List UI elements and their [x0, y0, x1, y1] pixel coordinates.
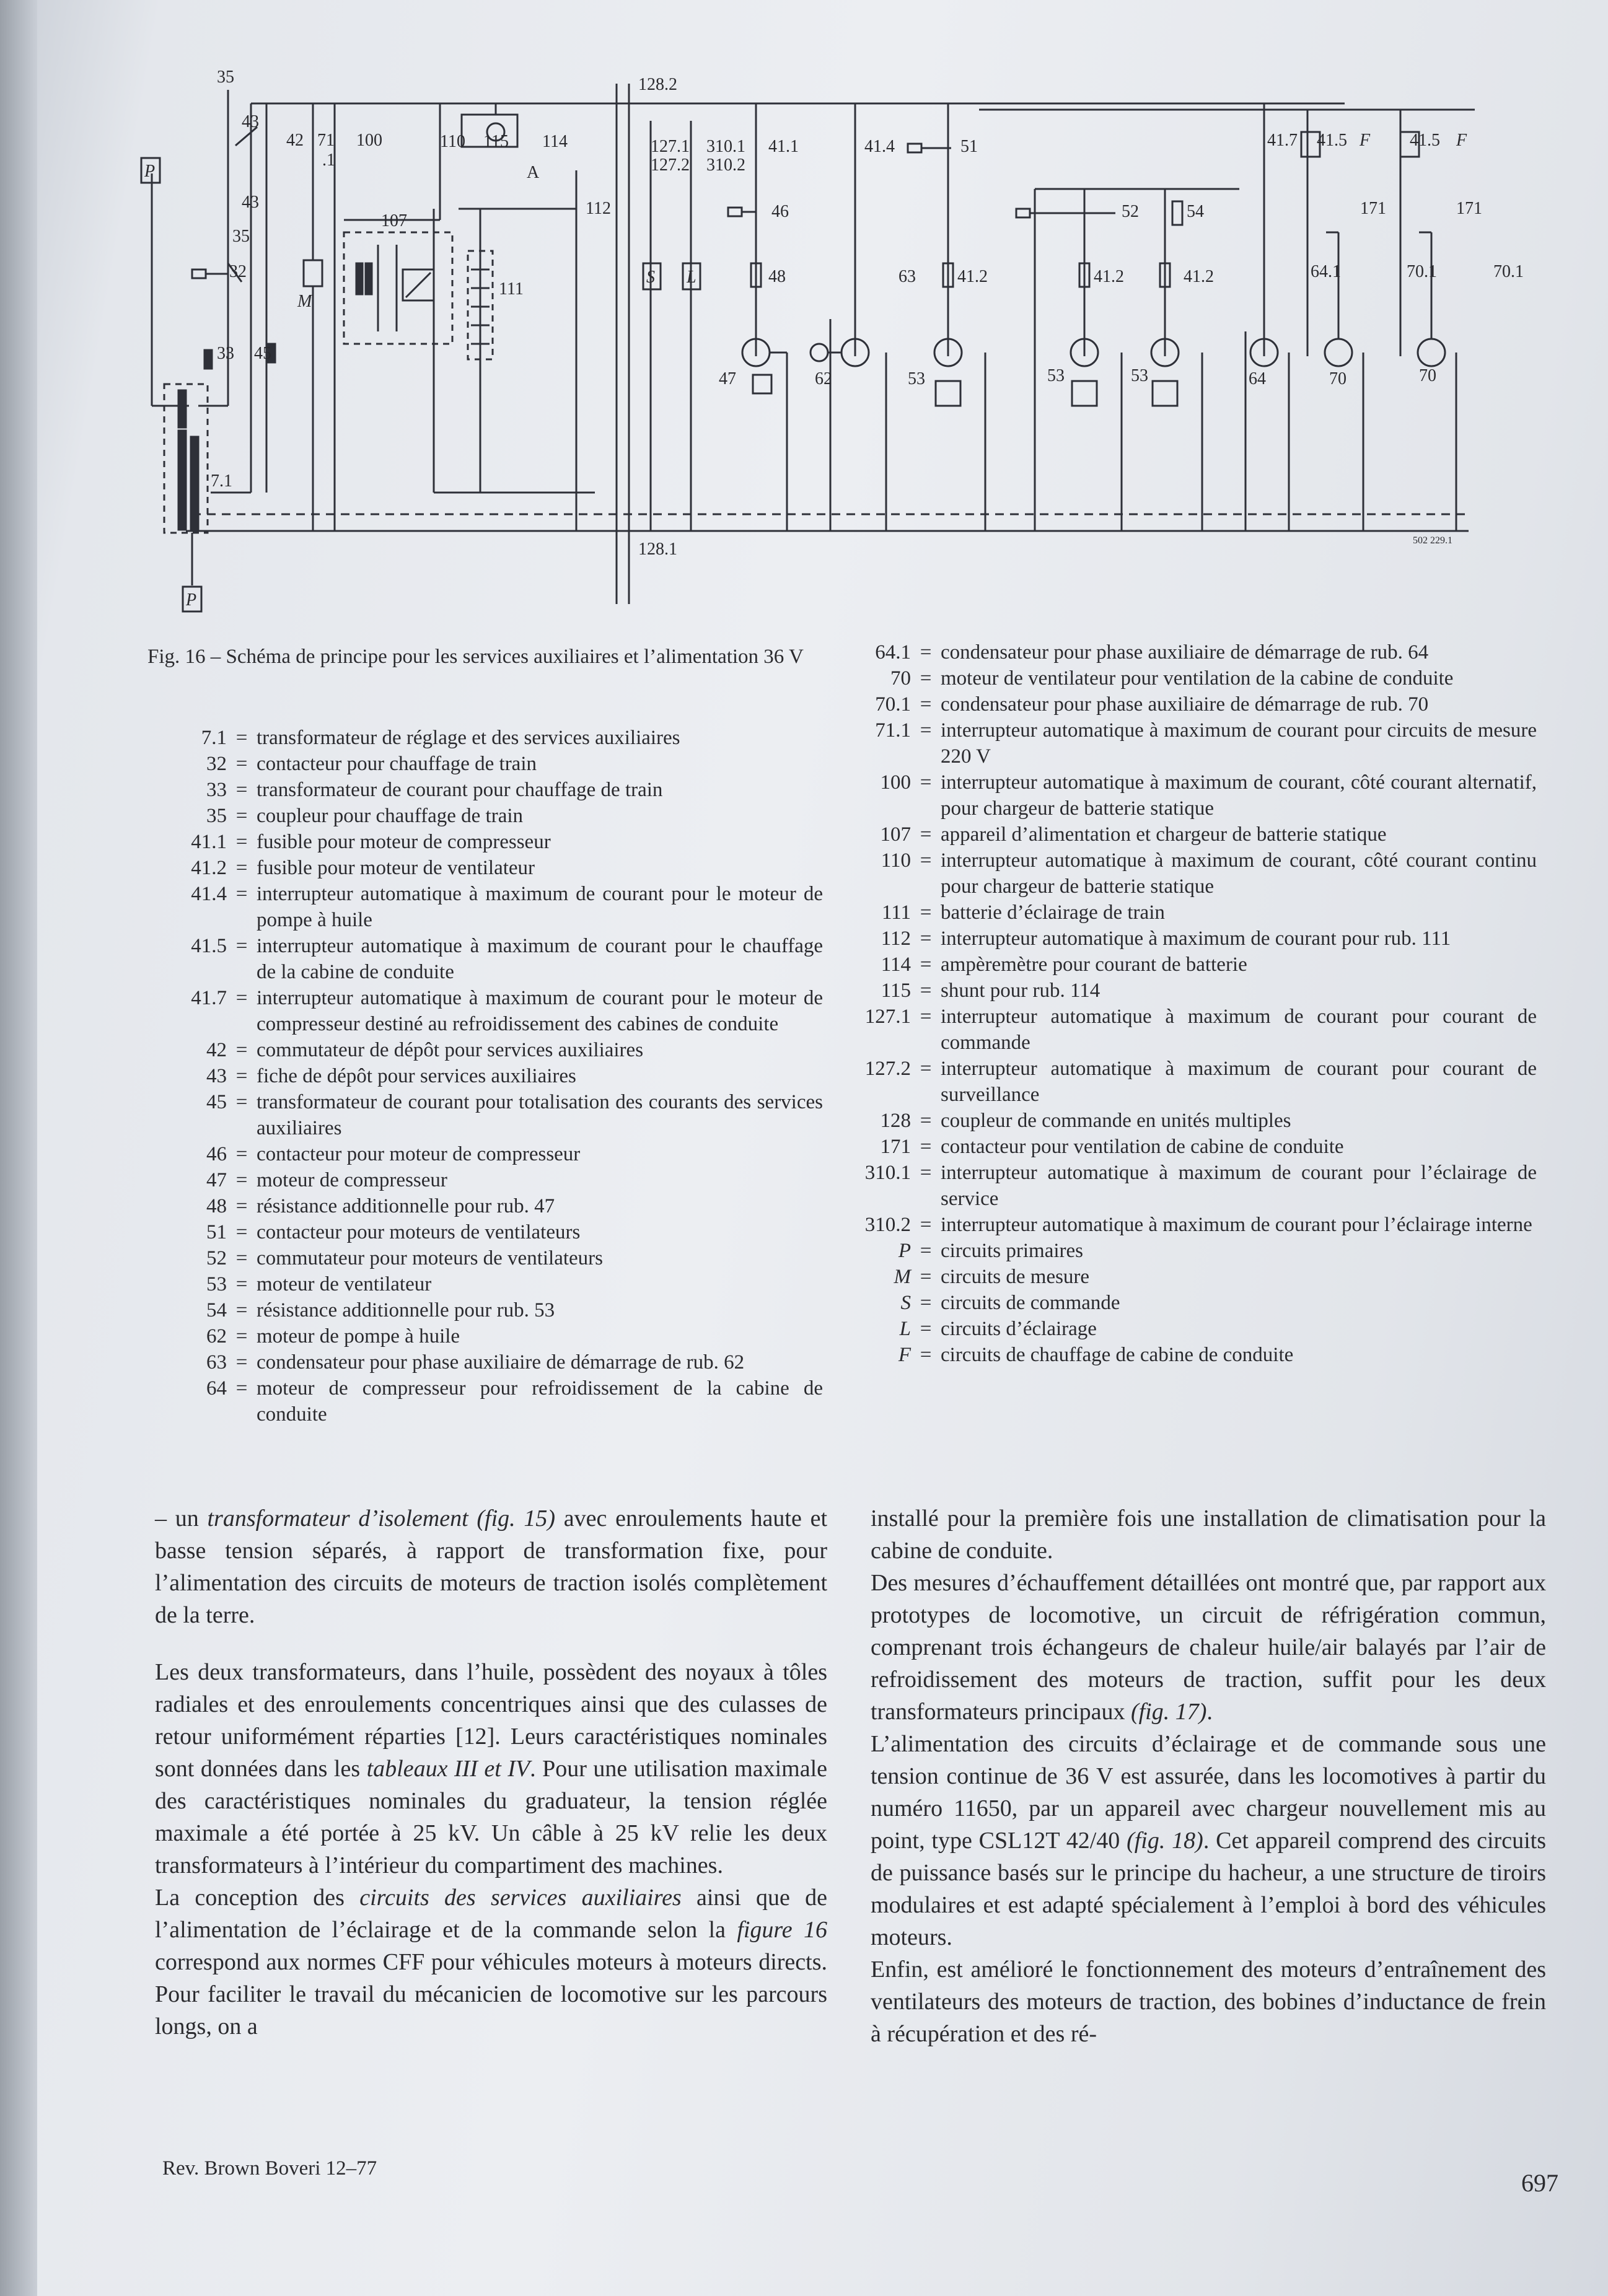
- legend-equals: =: [235, 1143, 248, 1165]
- legend-entry: [843, 717, 1537, 769]
- legend-equals: =: [920, 1214, 932, 1236]
- legend-text: fusible pour moteur de ventilateur: [257, 857, 535, 879]
- label-53-b: 53: [1047, 366, 1065, 385]
- legend-text: interrupteur automatique à maximum de courant pour le moteur de pompe à huile: [257, 883, 823, 931]
- label-114: 114: [542, 132, 568, 151]
- legend-number: 48: [206, 1195, 227, 1217]
- label-41-7: 41.7: [1267, 131, 1298, 150]
- legend-entry: [843, 926, 1537, 952]
- legend-left: [147, 725, 823, 1427]
- legend-text: circuits de mesure: [941, 1266, 1090, 1288]
- legend-entry: [147, 1375, 823, 1427]
- label-46: 46: [771, 202, 789, 221]
- legend-equals: =: [235, 1195, 248, 1217]
- legend-number: 127.2: [864, 1058, 911, 1080]
- legend-number: 33: [206, 779, 227, 801]
- legend-equals: =: [235, 753, 248, 775]
- legend-equals: =: [235, 1377, 248, 1400]
- journal-footer: Rev. Brown Boveri 12–77: [162, 2157, 377, 2180]
- figure-caption: Fig. 16 – Schéma de principe pour les services auxiliaires et l’alimentation 36 V: [147, 646, 804, 668]
- legend-number: 63: [206, 1351, 227, 1374]
- legend-entry: [843, 1264, 1537, 1290]
- legend-number: 32: [206, 753, 227, 775]
- label-310-1: 310.1: [706, 137, 745, 156]
- legend-number: 35: [206, 805, 227, 827]
- legend-equals: =: [235, 1351, 248, 1374]
- legend-equals: =: [235, 935, 248, 957]
- paragraph: Enfin, est amélioré le fonctionnement des moteurs d’entraînement des ventilateurs des moteurs de traction, des bobines d’inductance de frein à récupération et des ré-: [871, 1956, 1546, 2047]
- legend-equals: =: [235, 805, 248, 827]
- legend-entry: [843, 900, 1537, 926]
- legend-text: contacteur pour ventilation de cabine de conduite: [941, 1136, 1344, 1158]
- label-54: 54: [1187, 202, 1204, 221]
- label-71: 71: [317, 131, 335, 150]
- legend-entry: [843, 1160, 1537, 1212]
- legend-entry: [843, 1316, 1537, 1342]
- legend-number: 107: [880, 823, 911, 846]
- body-column-left: [155, 1502, 827, 2043]
- legend-entry: [147, 829, 823, 855]
- legend-text: appareil d’alimentation et chargeur de batterie statique: [941, 823, 1387, 846]
- label-41-5-b: 41.5: [1410, 131, 1440, 150]
- legend-text: moteur de compresseur: [257, 1169, 447, 1191]
- label-62: 62: [815, 369, 832, 388]
- legend-entry: [147, 725, 823, 751]
- legend-text: ampèremètre pour courant de batterie: [941, 953, 1247, 976]
- label-7-1: 7.1: [211, 471, 232, 491]
- legend-text: transformateur de courant pour chauffage de train: [257, 779, 663, 801]
- legend-number: 41.2: [191, 857, 227, 879]
- legend-entry: [147, 855, 823, 881]
- legend-number: L: [899, 1318, 911, 1340]
- legend-entry: [147, 1193, 823, 1219]
- label-F-2: F: [1456, 131, 1467, 150]
- legend-number: 41.5: [191, 935, 227, 957]
- label-310-2: 310.2: [706, 156, 745, 175]
- legend-text: condensateur pour phase auxiliaire de démarrage de rub. 62: [257, 1351, 745, 1374]
- label-52: 52: [1122, 202, 1139, 221]
- legend-text: interrupteur automatique à maximum de courant pour courant de commande: [941, 1006, 1537, 1054]
- label-45: 45: [254, 344, 271, 363]
- legend-entry: [147, 1323, 823, 1349]
- legend-number: 310.1: [864, 1162, 911, 1184]
- legend-equals: =: [920, 641, 932, 664]
- label-P-1: P: [144, 162, 156, 181]
- legend-text: fiche de dépôt pour services auxiliaires: [257, 1065, 576, 1087]
- label-P-2: P: [186, 590, 197, 610]
- legend-entry: [147, 1037, 823, 1063]
- legend-equals: =: [920, 667, 932, 690]
- legend-entry: [843, 978, 1537, 1004]
- legend-number: 7.1: [201, 727, 227, 749]
- paragraph: Des mesures d’échauffement détaillées ont montré que, par rapport aux prototypes de locomotive, un circuit de réfrigération commun, comprenant trois échangeurs de chaleur huile/air balayés par l’air de refroidissement des moteurs de traction, suffit pour les deux transformateurs principaux (fig. 17).: [871, 1570, 1546, 1725]
- legend-equals: =: [235, 1169, 248, 1191]
- legend-number: 43: [206, 1065, 227, 1087]
- legend-entry: [843, 952, 1537, 978]
- legend-number: 111: [881, 901, 911, 924]
- legend-equals: =: [235, 1039, 248, 1061]
- legend-entry: [147, 933, 823, 985]
- legend-text: circuits primaires: [941, 1240, 1084, 1262]
- label-35: 35: [217, 68, 234, 87]
- legend-number: 53: [206, 1273, 227, 1295]
- label-110: 110: [440, 132, 465, 151]
- legend-number: 64: [206, 1377, 227, 1400]
- legend-equals: =: [920, 1136, 932, 1158]
- legend-entry: [843, 1290, 1537, 1316]
- legend-number: 100: [880, 771, 911, 794]
- label-128-1: 128.1: [638, 540, 677, 559]
- legend-number: 110: [881, 849, 911, 872]
- legend-equals: =: [235, 779, 248, 801]
- legend-text: moteur de ventilateur: [257, 1273, 432, 1295]
- legend-number: F: [898, 1344, 911, 1366]
- legend-equals: =: [235, 857, 248, 879]
- label-127-1: 127.1: [651, 137, 690, 156]
- legend-entry: [147, 751, 823, 777]
- label-L: L: [687, 268, 696, 287]
- legend-entry: [843, 1342, 1537, 1368]
- label-48: 48: [768, 267, 786, 286]
- label-M: M: [297, 292, 312, 311]
- paragraph: L’alimentation des circuits d’éclairage et de commande sous une tension continue de 36 V est assurée, dans les locomotives à partir du numéro 11650, par un appareil avec chargeur nouvellement mis au point, type CSL12T 42/40 (fig. 18). Cet appareil comprend des circuits de puissance basés sur le principe du hacheur, a une structure de tiroirs modulaires et est adapté spécialement à l’emploi à bord des véhicules moteurs.: [871, 1731, 1546, 1950]
- legend-equals: =: [920, 927, 932, 950]
- legend-entry: [843, 769, 1537, 822]
- legend-text: interrupteur automatique à maximum de courant pour le moteur de compresseur destiné au refroidissement des cabines de conduite: [257, 987, 823, 1035]
- label-41-2-a: 41.2: [957, 267, 988, 286]
- legend-text: interrupteur automatique à maximum de courant, côté courant alternatif, pour chargeur de batterie statique: [941, 771, 1537, 820]
- label-43: 43: [242, 112, 259, 131]
- legend-number: P: [898, 1240, 911, 1262]
- label-41-1: 41.1: [768, 137, 799, 156]
- legend-entry: [843, 1004, 1537, 1056]
- legend-equals: =: [235, 1325, 248, 1347]
- legend-number: 51: [206, 1221, 227, 1243]
- legend-equals: =: [920, 1344, 932, 1366]
- label-35-b: 35: [232, 227, 250, 246]
- label-171-a: 171: [1360, 199, 1386, 218]
- legend-equals: =: [235, 1299, 248, 1321]
- legend-entry: [147, 985, 823, 1037]
- legend-number: S: [900, 1292, 911, 1314]
- label-53-a: 53: [908, 369, 925, 388]
- label-63: 63: [898, 267, 916, 286]
- label-64-1: 64.1: [1311, 262, 1341, 281]
- page-number: 697: [1521, 2169, 1558, 2197]
- legend-entry: [147, 1271, 823, 1297]
- legend-text: résistance additionnelle pour rub. 47: [257, 1195, 555, 1217]
- label-47: 47: [719, 369, 736, 388]
- paragraph: installé pour la première fois une installation de climatisation pour la cabine de conduite.: [871, 1505, 1546, 1564]
- label-41-2-b: 41.2: [1094, 267, 1124, 286]
- legend-number: 62: [206, 1325, 227, 1347]
- legend-entry: [147, 1141, 823, 1167]
- legend-entry: [147, 1245, 823, 1271]
- legend-entry: [843, 665, 1537, 691]
- page-fold-shadow: [0, 0, 37, 2296]
- legend-entry: [843, 639, 1537, 665]
- legend-number: 42: [206, 1039, 227, 1061]
- legend-equals: =: [920, 849, 932, 872]
- legend-text: contacteur pour moteur de compresseur: [257, 1143, 581, 1165]
- label-42: 42: [286, 131, 304, 150]
- legend-text: interrupteur automatique à maximum de courant pour circuits de mesure 220 V: [941, 719, 1537, 768]
- legend-equals: =: [920, 1240, 932, 1262]
- legend-entry: [843, 1238, 1537, 1264]
- legend-text: commutateur pour moteurs de ventilateurs: [257, 1247, 604, 1269]
- label-h43: 43: [242, 193, 259, 212]
- legend-equals: =: [920, 1162, 932, 1184]
- label-100: 100: [356, 131, 382, 150]
- legend-text: transformateur de réglage et des services auxiliaires: [257, 727, 680, 749]
- circuit-diagram: [124, 59, 1568, 635]
- label-115: 115: [483, 132, 509, 151]
- legend-number: 71.1: [875, 719, 911, 742]
- label-70-b: 70: [1419, 366, 1436, 385]
- label-drawing-ref: 502 229.1: [1413, 535, 1452, 546]
- legend-text: circuits de chauffage de cabine de conduite: [941, 1344, 1294, 1366]
- legend-number: 112: [881, 927, 911, 950]
- legend-number: 52: [206, 1247, 227, 1269]
- legend-text: interrupteur automatique à maximum de courant pour rub. 111: [941, 927, 1451, 950]
- legend-text: circuits d’éclairage: [941, 1318, 1097, 1340]
- legend-equals: =: [920, 1292, 932, 1314]
- legend-equals: =: [920, 953, 932, 976]
- legend-entry: [147, 1219, 823, 1245]
- legend-equals: =: [235, 1091, 248, 1113]
- legend-number: 41.1: [191, 831, 227, 853]
- paragraph: La conception des circuits des services auxiliaires ainsi que de l’alimentation de l’éclairage et de la commande selon la figure 16 correspond aux normes CFF pour véhicules moteurs à moteurs directs. Pour faciliter le travail du mécanicien de locomotive sur les parcours longs, on a: [155, 1885, 827, 2040]
- label-51: 51: [960, 137, 978, 156]
- legend-entry: [843, 1108, 1537, 1134]
- legend-equals: =: [920, 693, 932, 716]
- legend-equals: =: [920, 1266, 932, 1288]
- legend-number: M: [894, 1266, 911, 1288]
- legend-equals: =: [235, 1273, 248, 1295]
- legend-entry: [843, 848, 1537, 900]
- legend-equals: =: [235, 1065, 248, 1087]
- legend-text: condensateur pour phase auxiliaire de démarrage de rub. 64: [941, 641, 1429, 664]
- legend-entry: [147, 881, 823, 933]
- legend-text: moteur de ventilateur pour ventilation de la cabine de conduite: [941, 667, 1454, 690]
- label-41-2-c: 41.2: [1184, 267, 1214, 286]
- label-53-c: 53: [1131, 366, 1148, 385]
- legend-text: coupleur pour chauffage de train: [257, 805, 524, 827]
- legend-text: coupleur de commande en unités multiples: [941, 1110, 1291, 1132]
- legend-entry: [147, 1063, 823, 1089]
- legend-number: 47: [206, 1169, 227, 1191]
- legend-text: interrupteur automatique à maximum de courant pour l’éclairage interne: [941, 1214, 1532, 1236]
- legend-equals: =: [920, 979, 932, 1002]
- label-111: 111: [499, 279, 524, 299]
- legend-text: moteur de compresseur pour refroidissement de la cabine de conduite: [257, 1377, 823, 1426]
- label-171-b: 171: [1456, 199, 1482, 218]
- label-112: 112: [586, 199, 611, 218]
- legend-entry: [147, 777, 823, 803]
- legend-text: shunt pour rub. 114: [941, 979, 1101, 1002]
- legend-equals: =: [920, 823, 932, 846]
- legend-number: 70: [890, 667, 911, 690]
- legend-equals: =: [920, 1006, 932, 1028]
- label-F-1: F: [1360, 131, 1371, 150]
- legend-number: 45: [206, 1091, 227, 1113]
- legend-number: 41.4: [191, 883, 227, 905]
- legend-number: 41.7: [191, 987, 227, 1009]
- legend-entry: [843, 822, 1537, 848]
- legend-text: interrupteur automatique à maximum de courant pour courant de surveillance: [941, 1058, 1537, 1106]
- legend-text: condensateur pour phase auxiliaire de démarrage de rub. 70: [941, 693, 1429, 716]
- legend-entry: [843, 1134, 1537, 1160]
- legend-number: 127.1: [864, 1006, 911, 1028]
- legend-equals: =: [235, 1221, 248, 1243]
- legend-number: 114: [881, 953, 911, 976]
- legend-number: 171: [880, 1136, 911, 1158]
- legend-text: batterie d’éclairage de train: [941, 901, 1165, 924]
- label-A: A: [527, 163, 540, 182]
- legend-text: circuits de commande: [941, 1292, 1120, 1314]
- label-S: S: [646, 268, 655, 287]
- legend-entry: [147, 1297, 823, 1323]
- legend-equals: =: [235, 831, 248, 853]
- legend-right: [843, 639, 1537, 1368]
- legend-equals: =: [920, 1058, 932, 1080]
- legend-equals: =: [920, 1110, 932, 1132]
- legend-text: interrupteur automatique à maximum de courant, côté courant continu pour chargeur de batterie statique: [941, 849, 1537, 898]
- legend-entry: [147, 803, 823, 829]
- legend-equals: =: [235, 727, 248, 749]
- body-column-right: [871, 1502, 1546, 2050]
- paragraph: Les deux transformateurs, dans l’huile, possèdent des noyaux à tôles radiales et des enroulements concentriques ainsi que des culasses de retour uniformément réparties [12]. Leurs caractéristiques nominales sont données dans les tableaux III et IV. Pour une utilisation maximale des caractéristiques nominales du graduateur, la tension réglée maximale a été portée à 25 kV. Un câble à 25 kV relie les deux transformateurs à l’intérieur du compartiment des machines.: [155, 1659, 828, 1878]
- legend-entry: [843, 1212, 1537, 1238]
- label-107: 107: [381, 211, 407, 230]
- label-32: 32: [229, 262, 247, 281]
- legend-text: moteur de pompe à huile: [257, 1325, 460, 1347]
- legend-text: fusible pour moteur de compresseur: [257, 831, 551, 853]
- legend-text: interrupteur automatique à maximum de courant pour le chauffage de la cabine de conduite: [257, 935, 823, 983]
- label-41-4: 41.4: [864, 137, 895, 156]
- label-64: 64: [1249, 369, 1266, 388]
- legend-text: interrupteur automatique à maximum de courant pour l’éclairage de service: [941, 1162, 1537, 1210]
- label-71-1: .1: [322, 151, 335, 170]
- paragraph: – un transformateur d’isolement (fig. 15) avec enroulements haute et basse tension séparés, à rapport de transformation fixe, pour l’alimentation des circuits de moteurs de traction isolés complètement de la terre.: [155, 1505, 827, 1628]
- label-70-a: 70: [1329, 369, 1347, 388]
- legend-entry: [147, 1089, 823, 1141]
- label-70-1-a: 70.1: [1407, 262, 1437, 281]
- legend-entry: [843, 691, 1537, 717]
- legend-number: 128: [880, 1110, 911, 1132]
- legend-entry: [147, 1167, 823, 1193]
- label-70-1-b: 70.1: [1493, 262, 1524, 281]
- legend-number: 46: [206, 1143, 227, 1165]
- legend-equals: =: [235, 883, 248, 905]
- schematic-svg: [124, 59, 1568, 635]
- legend-number: 64.1: [875, 641, 911, 664]
- legend-text: résistance additionnelle pour rub. 53: [257, 1299, 555, 1321]
- legend-text: contacteur pour moteurs de ventilateurs: [257, 1221, 581, 1243]
- label-128-2: 128.2: [638, 75, 677, 94]
- legend-number: 115: [881, 979, 911, 1002]
- label-33: 33: [217, 344, 234, 363]
- legend-entry: [843, 1056, 1537, 1108]
- legend-equals: =: [235, 987, 248, 1009]
- label-127-2: 127.2: [651, 156, 690, 175]
- legend-number: 54: [206, 1299, 227, 1321]
- legend-equals: =: [920, 1318, 932, 1340]
- legend-equals: =: [920, 901, 932, 924]
- legend-equals: =: [235, 1247, 248, 1269]
- legend-entry: [147, 1349, 823, 1375]
- legend-number: 310.2: [864, 1214, 911, 1236]
- legend-text: contacteur pour chauffage de train: [257, 753, 537, 775]
- legend-equals: =: [920, 771, 932, 794]
- legend-equals: =: [920, 719, 932, 742]
- label-41-5-a: 41.5: [1317, 131, 1347, 150]
- legend-text: commutateur de dépôt pour services auxiliaires: [257, 1039, 644, 1061]
- legend-number: 70.1: [875, 693, 911, 716]
- legend-text: transformateur de courant pour totalisation des courants des services auxiliaires: [257, 1091, 823, 1139]
